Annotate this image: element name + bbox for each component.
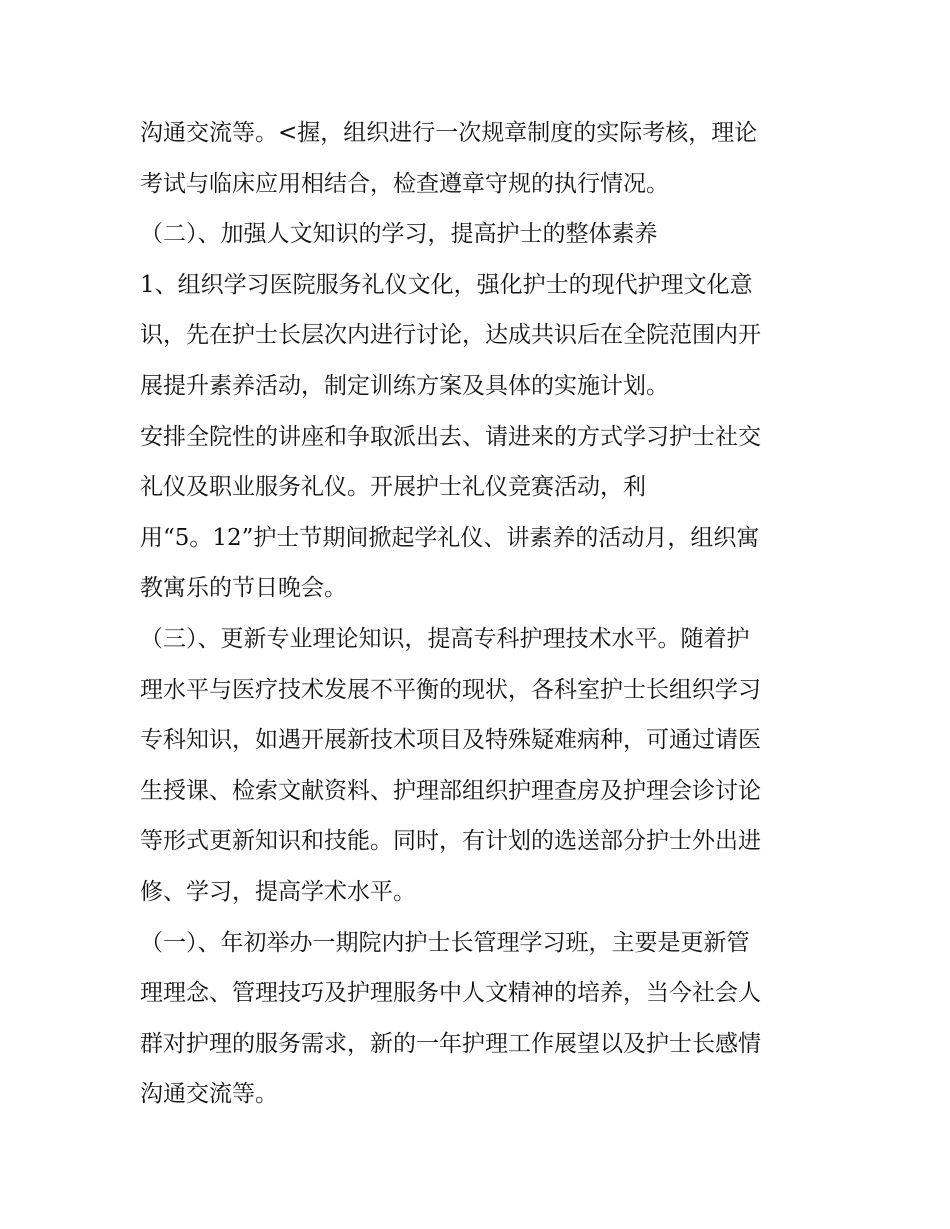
text-line: 安排全院性的讲座和争取派出去、请进来的方式学习护士社交 bbox=[140, 423, 761, 450]
text-line: 沟通交流等。<握，组织进行一次规章制度的实际考核，理论 bbox=[140, 120, 758, 146]
text-line: 群对护理的服务需求，新的一年护理工作展望以及护士长感情 bbox=[140, 1030, 761, 1057]
document-body bbox=[140, 108, 820, 1120]
text-line: 1、组织学习医院服务礼仪文化，强化护士的现代护理文化意 bbox=[140, 271, 753, 298]
text-line: 等形式更新知识和技能。同时，有计划的选送部分护士外出进 bbox=[140, 828, 761, 855]
text-line: 教寓乐的节日晚会。 bbox=[140, 575, 347, 602]
text-line: 展提升素养活动，制定训练方案及具体的实施计划。 bbox=[140, 372, 669, 399]
section-heading: （二）、加强人文知识的学习，提高护士的整体素养 bbox=[140, 221, 658, 248]
text-line: 修、学习，提高学术水平。 bbox=[140, 878, 416, 905]
text-line: 专科知识，如遇开展新技术项目及特殊疑难病种，可通过请医 bbox=[140, 727, 761, 754]
section-heading: （一）、年初举办一期院内护士长管理学习班，主要是更新管 bbox=[140, 929, 750, 956]
text-line: 识，先在护士长层次内进行讨论，达成共识后在全院范围内开 bbox=[140, 322, 761, 349]
text-line: 用“5。12”护士节期间掀起学礼仪、讲素养的活动月，组织寓 bbox=[140, 524, 760, 551]
section-heading: （三）、更新专业理论知识，提高专科护理技术水平。随着护 bbox=[140, 625, 750, 652]
text-line: 考试与临床应用相结合，检查遵章守规的执行情况。 bbox=[140, 170, 669, 197]
text-line: 生授课、检索文献资料、护理部组织护理查房及护理会诊讨论 bbox=[140, 777, 761, 804]
text-line: 理理念、管理技巧及护理服务中人文精神的培养，当今社会人 bbox=[140, 980, 761, 1007]
text-line: 沟通交流等。 bbox=[140, 1081, 278, 1108]
text-line: 礼仪及职业服务礼仪。开展护士礼仪竞赛活动，利 bbox=[140, 474, 646, 501]
text-line: 理水平与医疗技术发展不平衡的现状，各科室护士长组织学习 bbox=[140, 676, 761, 703]
